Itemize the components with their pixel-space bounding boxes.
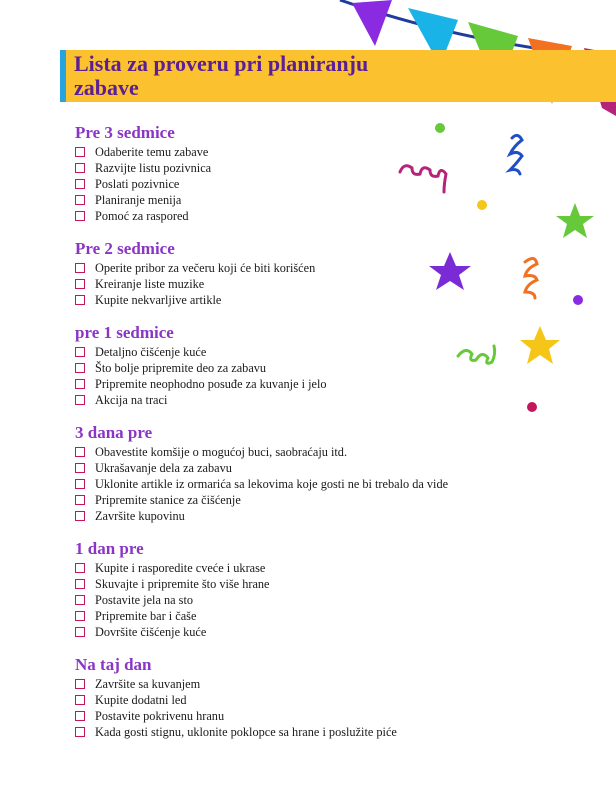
checkbox-icon[interactable] [75, 147, 85, 157]
section-heading: Na taj dan [75, 655, 152, 674]
checklist-item-label: Što bolje pripremite deo za zabavu [95, 361, 267, 375]
checklist-items [75, 344, 555, 408]
checklist-item-label: Razvijte listu pozivnica [95, 161, 212, 175]
checklist-item [75, 208, 555, 224]
checkbox-icon[interactable] [75, 611, 85, 621]
checkbox-icon[interactable] [75, 511, 85, 521]
checkbox-icon[interactable] [75, 627, 85, 637]
section-heading: Pre 2 sedmice [75, 239, 175, 258]
checkbox-icon[interactable] [75, 495, 85, 505]
checklist-item [75, 192, 555, 208]
checklist-item-label: Postavite pokrivenu hranu [95, 709, 225, 723]
checklist [75, 122, 555, 754]
checklist-items [75, 144, 555, 224]
checklist-item [75, 676, 555, 692]
checklist-item [75, 708, 555, 724]
checklist-item [75, 160, 555, 176]
checklist-item [75, 724, 555, 740]
checklist-item [75, 260, 555, 276]
checklist-item-label: Detaljno čišćenje kuće [95, 345, 207, 359]
checklist-item-label: Pripremite stanice za čišćenje [95, 493, 241, 507]
checkbox-icon[interactable] [75, 263, 85, 273]
checklist-item [75, 276, 555, 292]
checklist-item-label: Pripremite neophodno posuđe za kuvanje i jelo [95, 377, 327, 391]
checklist-items [75, 444, 555, 524]
checklist-section [75, 538, 555, 640]
checklist-section [75, 322, 555, 408]
checkbox-icon[interactable] [75, 711, 85, 721]
checklist-item [75, 176, 555, 192]
checklist-item-label: Skuvajte i pripremite što više hrane [95, 577, 270, 591]
checklist-item-label: Operite pribor za večeru koji će biti korišćen [95, 261, 316, 275]
checklist-item-label: Odaberite temu zabave [95, 145, 209, 159]
checkbox-icon[interactable] [75, 195, 85, 205]
checklist-sections [75, 122, 555, 740]
checklist-item [75, 144, 555, 160]
title-accent-bar [60, 50, 66, 102]
checklist-item-label: Akcija na traci [95, 393, 168, 407]
checklist-items [75, 560, 555, 640]
checklist-items [75, 260, 555, 308]
checklist-item [75, 360, 555, 376]
checklist-item [75, 592, 555, 608]
section-heading: 1 dan pre [75, 539, 144, 558]
checklist-item-label: Poslati pozivnice [95, 177, 180, 191]
checklist-item [75, 460, 555, 476]
checkbox-icon[interactable] [75, 379, 85, 389]
checkbox-icon[interactable] [75, 679, 85, 689]
section-heading: Pre 3 sedmice [75, 123, 175, 142]
checklist-item [75, 508, 555, 524]
checklist-section [75, 654, 555, 740]
star-green-icon [556, 203, 594, 238]
checklist-item [75, 376, 555, 392]
checkbox-icon[interactable] [75, 563, 85, 573]
checklist-section [75, 122, 555, 224]
section-heading: pre 1 sedmice [75, 323, 174, 342]
checklist-item-label: Kupite dodatni led [95, 693, 187, 707]
checkbox-icon[interactable] [75, 727, 85, 737]
checklist-item [75, 576, 555, 592]
checklist-item [75, 392, 555, 408]
checklist-item [75, 608, 555, 624]
checkbox-icon[interactable] [75, 579, 85, 589]
checklist-item-label: Kreiranje liste muzike [95, 277, 205, 291]
checklist-item-label: Dovršite čišćenje kuće [95, 625, 207, 639]
checklist-item-label: Obavestite komšije o mogućoj buci, saobraćaju itd. [95, 445, 348, 459]
checkbox-icon[interactable] [75, 279, 85, 289]
checklist-item [75, 624, 555, 640]
checklist-section [75, 238, 555, 308]
checkbox-icon[interactable] [75, 295, 85, 305]
checklist-items [75, 676, 555, 740]
checklist-item-label: Pomoć za raspored [95, 209, 189, 223]
checklist-item [75, 476, 555, 492]
section-heading: 3 dana pre [75, 423, 153, 442]
checkbox-icon[interactable] [75, 179, 85, 189]
checkbox-icon[interactable] [75, 363, 85, 373]
checklist-item [75, 292, 555, 308]
checklist-item-label: Pripremite bar i čaše [95, 609, 197, 623]
checklist-item-label: Završite kupovinu [95, 509, 185, 523]
checkbox-icon[interactable] [75, 463, 85, 473]
checklist-section [75, 422, 555, 524]
checklist-item [75, 692, 555, 708]
page-title: Lista za proveru pri planiranju zabave [74, 51, 369, 100]
checkbox-icon[interactable] [75, 595, 85, 605]
checklist-item-label: Planiranje menija [95, 193, 182, 207]
checkbox-icon[interactable] [75, 447, 85, 457]
checklist-item-label: Postavite jela na sto [95, 593, 194, 607]
checkbox-icon[interactable] [75, 211, 85, 221]
checklist-item-label: Uklonite artikle iz ormarića sa lekovima koje gosti ne bi trebalo da vide [95, 477, 449, 491]
bunting-flag-purple-icon [352, 0, 392, 46]
checklist-item [75, 492, 555, 508]
checklist-item-label: Kupite i rasporedite cveće i ukrase [95, 561, 266, 575]
checklist-item [75, 344, 555, 360]
checklist-item-label: Kada gosti stignu, uklonite poklopce sa hrane i poslužite piće [95, 725, 397, 739]
confetti-dot-purple-icon [573, 295, 583, 305]
checklist-item-label: Ukrašavanje dela za zabavu [95, 461, 232, 475]
checklist-item [75, 444, 555, 460]
checklist-item [75, 560, 555, 576]
checkbox-icon[interactable] [75, 347, 85, 357]
checkbox-icon[interactable] [75, 395, 85, 405]
checklist-item-label: Kupite nekvarljive artikle [95, 293, 222, 307]
checkbox-icon[interactable] [75, 695, 85, 705]
checkbox-icon[interactable] [75, 163, 85, 173]
checkbox-icon[interactable] [75, 479, 85, 489]
checklist-item-label: Završite sa kuvanjem [95, 677, 201, 691]
